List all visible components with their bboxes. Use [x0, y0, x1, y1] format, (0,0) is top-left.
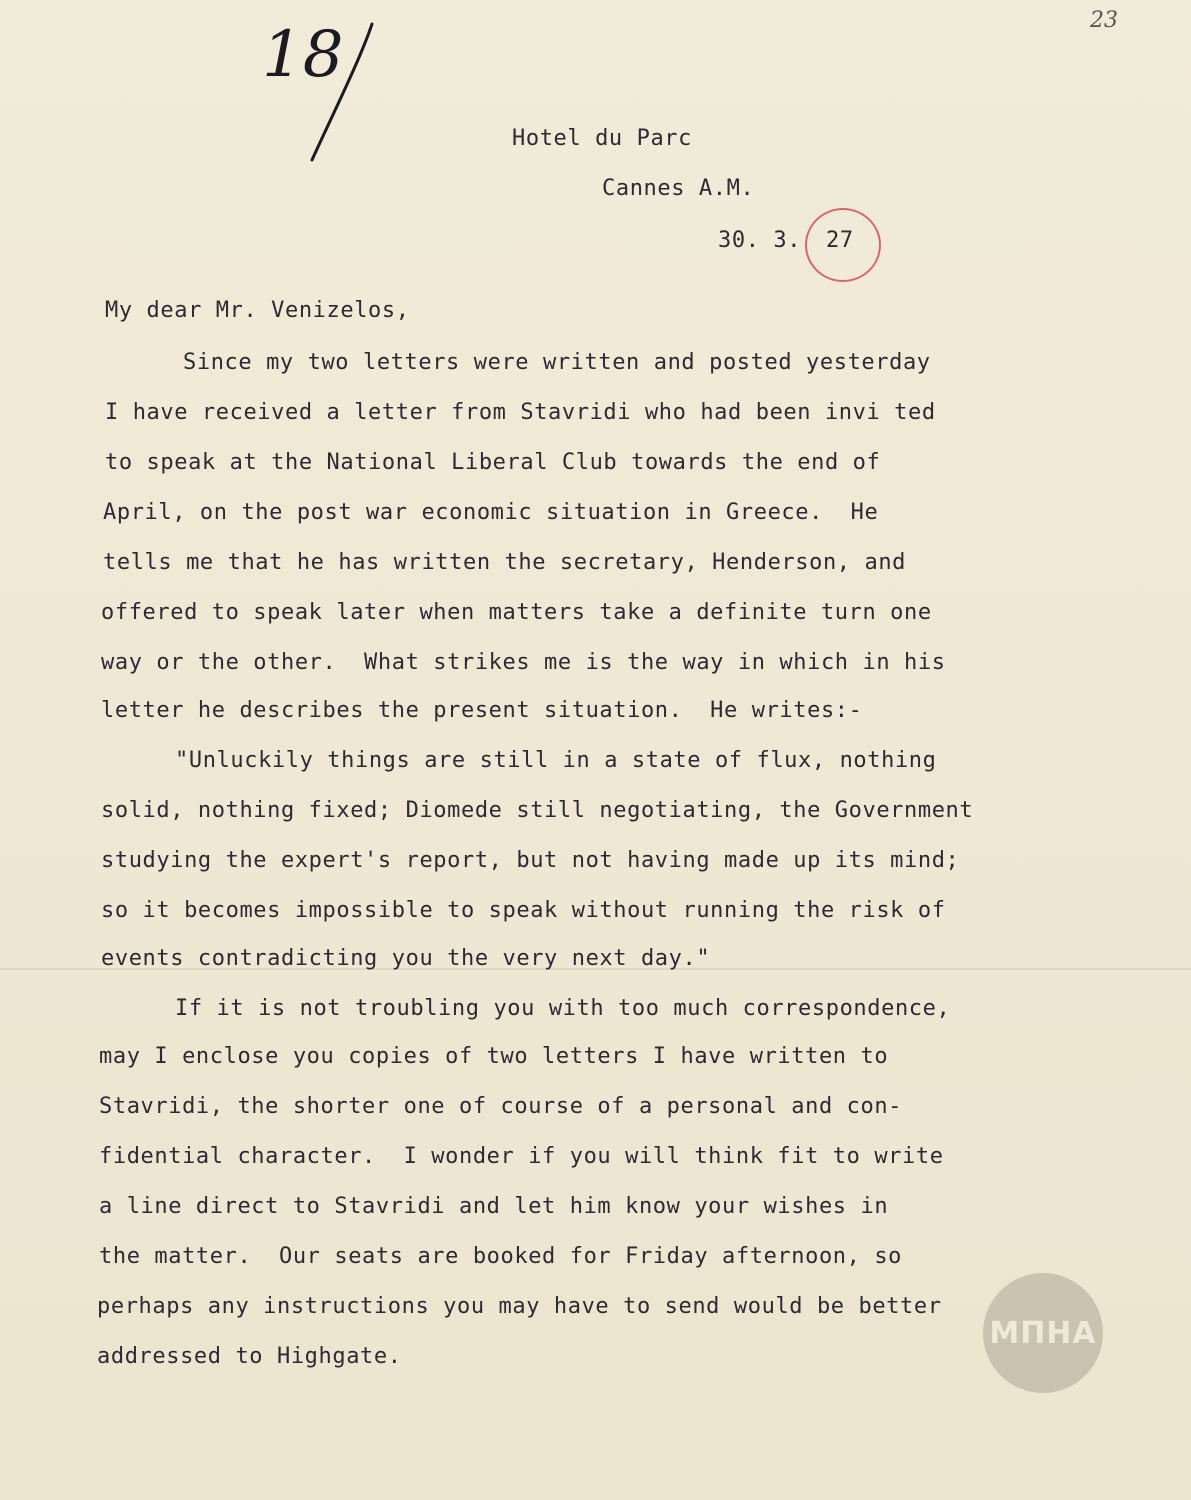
body-line: addressed to Highgate. — [97, 1344, 402, 1369]
body-line: the matter. Our seats are booked for Friday afternoon, so — [99, 1244, 903, 1269]
body-line: perhaps any instructions you may have to send would be better — [97, 1294, 942, 1319]
date-prefix: 30. 3. — [718, 228, 802, 253]
body-line: fidential character. I wonder if you will think fit to write — [99, 1144, 944, 1169]
body-line: If it is not troubling you with too much correspondence, — [175, 996, 951, 1021]
folio-number: 18 — [262, 18, 344, 92]
body-line: way or the other. What strikes me is the way in which in his — [101, 650, 946, 675]
red-circle-mark — [805, 208, 881, 282]
body-line: letter he describes the present situation. He writes:- — [101, 698, 863, 723]
body-line: I have received a letter from Stavridi who had been invi ted — [105, 400, 936, 425]
body-line: events contradicting you the very next day." — [101, 946, 711, 971]
body-line: tells me that he has written the secretary, Henderson, and — [103, 550, 907, 575]
body-line: offered to speak later when matters take a definite turn one — [101, 600, 932, 625]
body-line: April, on the post war economic situation in Greece. He — [103, 500, 879, 525]
stamp-text: MΠHA — [989, 1315, 1097, 1351]
body-line: Stavridi, the shorter one of course of a personal and con- — [99, 1094, 903, 1119]
body-line: "Unluckily things are still in a state of flux, nothing — [175, 748, 937, 773]
body-line: a line direct to Stavridi and let him know your wishes in — [99, 1194, 889, 1219]
body-line: Since my two letters were written and posted yesterday — [183, 350, 931, 375]
hotel-name: Hotel du Parc — [512, 126, 692, 151]
body-line: to speak at the National Liberal Club towards the end of — [105, 450, 881, 475]
slash-mark — [300, 20, 380, 165]
body-line: studying the expert's report, but not having made up its mind; — [101, 848, 960, 873]
body-line: may I enclose you copies of two letters I have written to — [99, 1044, 889, 1069]
date-year: 27 — [826, 228, 854, 253]
body-line: so it becomes impossible to speak without running the risk of — [101, 898, 946, 923]
page-number: 23 — [1090, 8, 1118, 33]
body-line: solid, nothing fixed; Diomede still negotiating, the Government — [101, 798, 974, 823]
archive-stamp — [983, 1273, 1103, 1393]
place-name: Cannes A.M. — [602, 176, 755, 201]
salutation: My dear Mr. Venizelos, — [105, 298, 410, 323]
